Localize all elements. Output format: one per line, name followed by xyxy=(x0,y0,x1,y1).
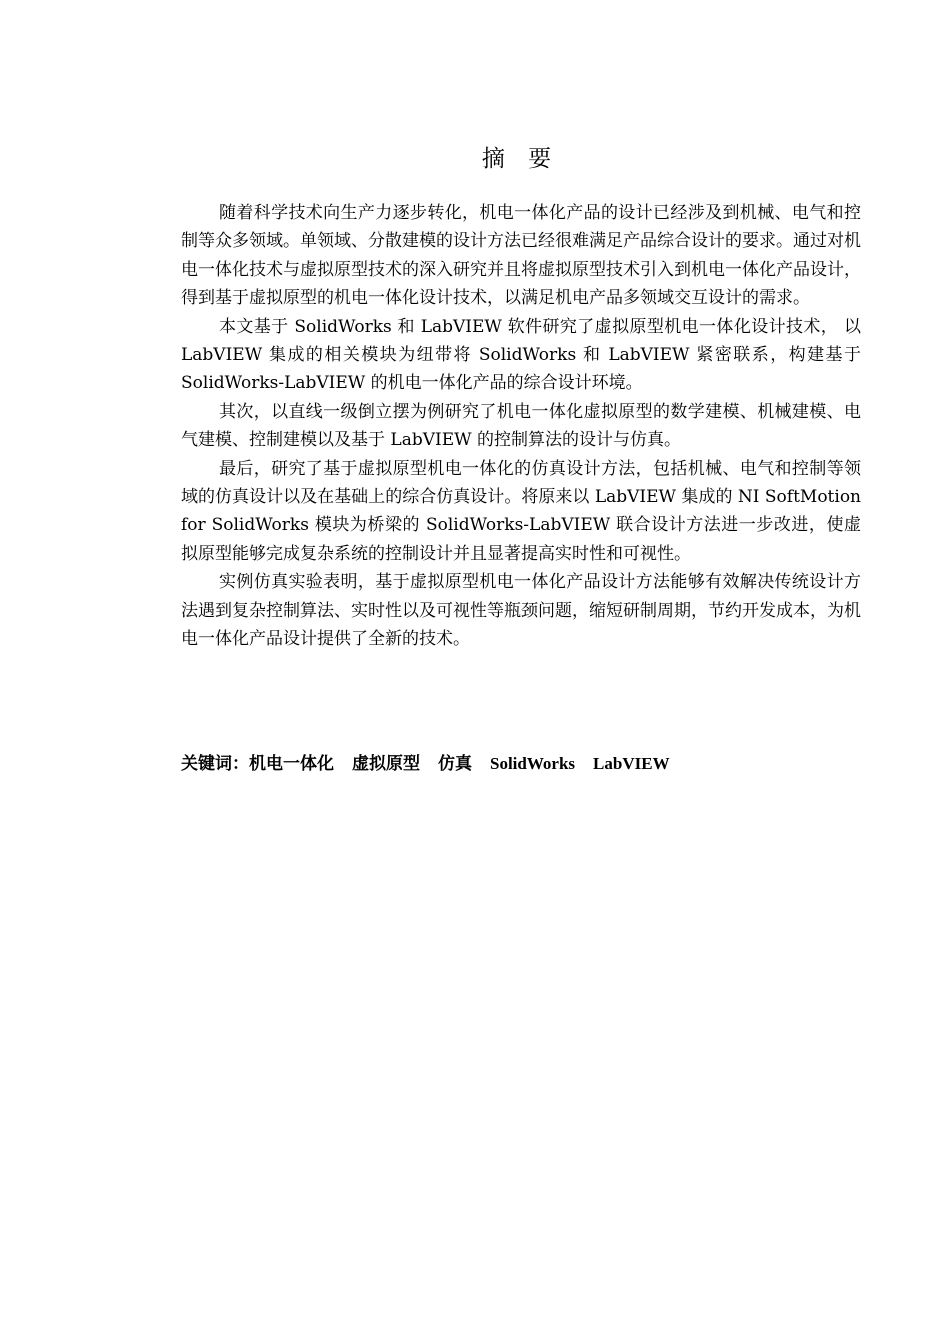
abstract-body xyxy=(181,199,861,654)
abstract-paragraph-1: 随着科学技术向生产力逐步转化，机电一体化产品的设计已经涉及到机械、电气和控制等众多领域。单领域、分散建模的设计方法已经很难满足产品综合设计的要求。通过对机电一体化技术与虚拟原型技术的深入研究并且将虚拟原型技术引入到机电一体化产品设计，得到基于虚拟原型的机电一体化设计技术，以满足机电产品多领域交互设计的需求。 xyxy=(181,203,861,309)
abstract-paragraph-5: 实例仿真实验表明，基于虚拟原型机电一体化产品设计方法能够有效解决传统设计方法遇到复杂控制算法、实时性以及可视性等瓶颈问题，缩短研制周期，节约开发成本，为机电一体化产品设计提供了全新的技术。 xyxy=(181,572,861,650)
keyword-item: 虚拟原型 xyxy=(352,754,420,774)
keywords-label: 关键词： xyxy=(181,754,249,774)
keyword-item: LabVIEW xyxy=(593,754,670,773)
abstract-paragraph-2: 本文基于 SolidWorks 和 LabVIEW 软件研究了虚拟原型机电一体化设计技术， 以 LabVIEW 集成的相关模块为纽带将 SolidWorks 和 LabVIEW 紧密联系，构建基于 SolidWorks-LabVIEW 的机电一体化产品的综合设计环境。 xyxy=(181,316,861,394)
keyword-item: 仿真 xyxy=(438,754,472,774)
abstract-paragraph-4: 最后，研究了基于虚拟原型机电一体化的仿真设计方法，包括机械、电气和控制等领域的仿真设计以及在基础上的综合仿真设计。将原来以 LabVIEW 集成的 NI SoftMotion for SolidWorks 模块为桥梁的 SolidWorks-LabVIEW 联合设计方法进一步改进，使虚拟原型能够完成复杂系统的控制设计并且显著提高实时性和可视性。 xyxy=(181,458,861,564)
keyword-item: SolidWorks xyxy=(490,754,576,773)
keyword-item: 机电一体化 xyxy=(249,754,334,774)
keywords-line xyxy=(181,749,861,779)
abstract-paragraph-3: 其次，以直线一级倒立摆为例研究了机电一体化虚拟原型的数学建模、机械建模、电气建模、控制建模以及基于 LabVIEW 的控制算法的设计与仿真。 xyxy=(181,401,861,451)
abstract-title: 摘 要 xyxy=(481,146,560,172)
